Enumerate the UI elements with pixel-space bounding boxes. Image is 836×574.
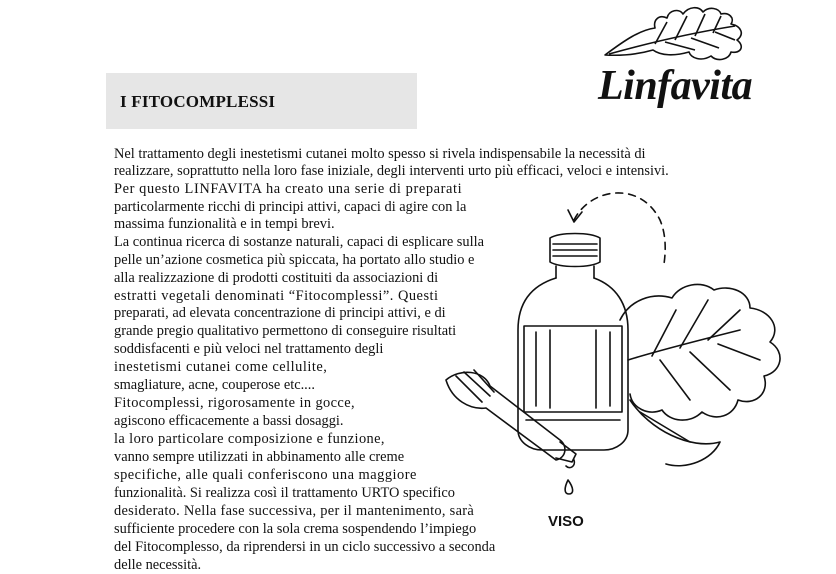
body-line: specifiche, alle quali conferiscono una maggiore (114, 467, 417, 483)
body-line: La continua ricerca di sostanze naturali, capaci di esplicare sulla (114, 234, 484, 250)
body-line: desiderato. Nella fase successiva, per il mantenimento, sarà (114, 503, 475, 519)
illustration-caption: VISO (548, 513, 584, 530)
body-line: agiscono efficacemente a bassi dosaggi. (114, 413, 344, 429)
page-title: I FITOCOMPLESSI (120, 92, 276, 111)
body-line: vanno sempre utilizzati in abbinamento alle creme (114, 449, 405, 465)
body-line: sufficiente procedere con la sola crema sospendendo l’impiego (114, 521, 477, 537)
body-line: inestetismi cutanei come cellulite, (114, 359, 328, 375)
dropper-bottle-icon (390, 180, 810, 520)
body-line: smagliature, acne, couperose etc.... (114, 377, 315, 393)
title-box (106, 73, 417, 129)
body-line: massima funzionalità e in tempi brevi. (114, 216, 335, 232)
body-line: pelle un’azione cosmetica più spiccata, ha portato allo studio e (114, 252, 475, 268)
body-line: funzionalità. Si realizza così il trattamento URTO specifico (114, 485, 455, 501)
body-line: Per questo LINFAVITA ha creato una serie di preparati (114, 181, 463, 197)
body-line: Fitocomplessi, rigorosamente in gocce, (114, 395, 356, 411)
body-line: soddisfacenti e più veloci nel trattamento degli (114, 341, 384, 357)
body-line: del Fitocomplesso, da riprendersi in un ciclo successivo a seconda (114, 539, 496, 555)
body-line: realizzare, soprattutto nella loro fase iniziale, degli interventi urto più efficaci, veloci e intensivi. (114, 163, 669, 179)
body-line: particolarmente ricchi di principi attivi, capaci di agire con la (114, 199, 467, 215)
body-line: la loro particolare composizione e funzione, (114, 431, 385, 447)
brand-logo: Linfavita (598, 63, 753, 109)
body-line: alla realizzazione di prodotti costituiti da associazioni di (114, 270, 439, 286)
body-line: Nel trattamento degli inestetismi cutanei molto spesso si rivela indispensabile la necessità di (114, 146, 646, 162)
body-line: preparati, ad elevata concentrazione di principi attivi, e di (114, 305, 446, 321)
body-line: grande pregio qualitativo permettono di conseguire risultati (114, 323, 457, 339)
leaf-logo-icon (595, 0, 765, 70)
body-line: delle necessità. (114, 557, 202, 573)
body-line: estratti vegetali denominati “Fitocomplessi”. Questi (114, 288, 439, 304)
